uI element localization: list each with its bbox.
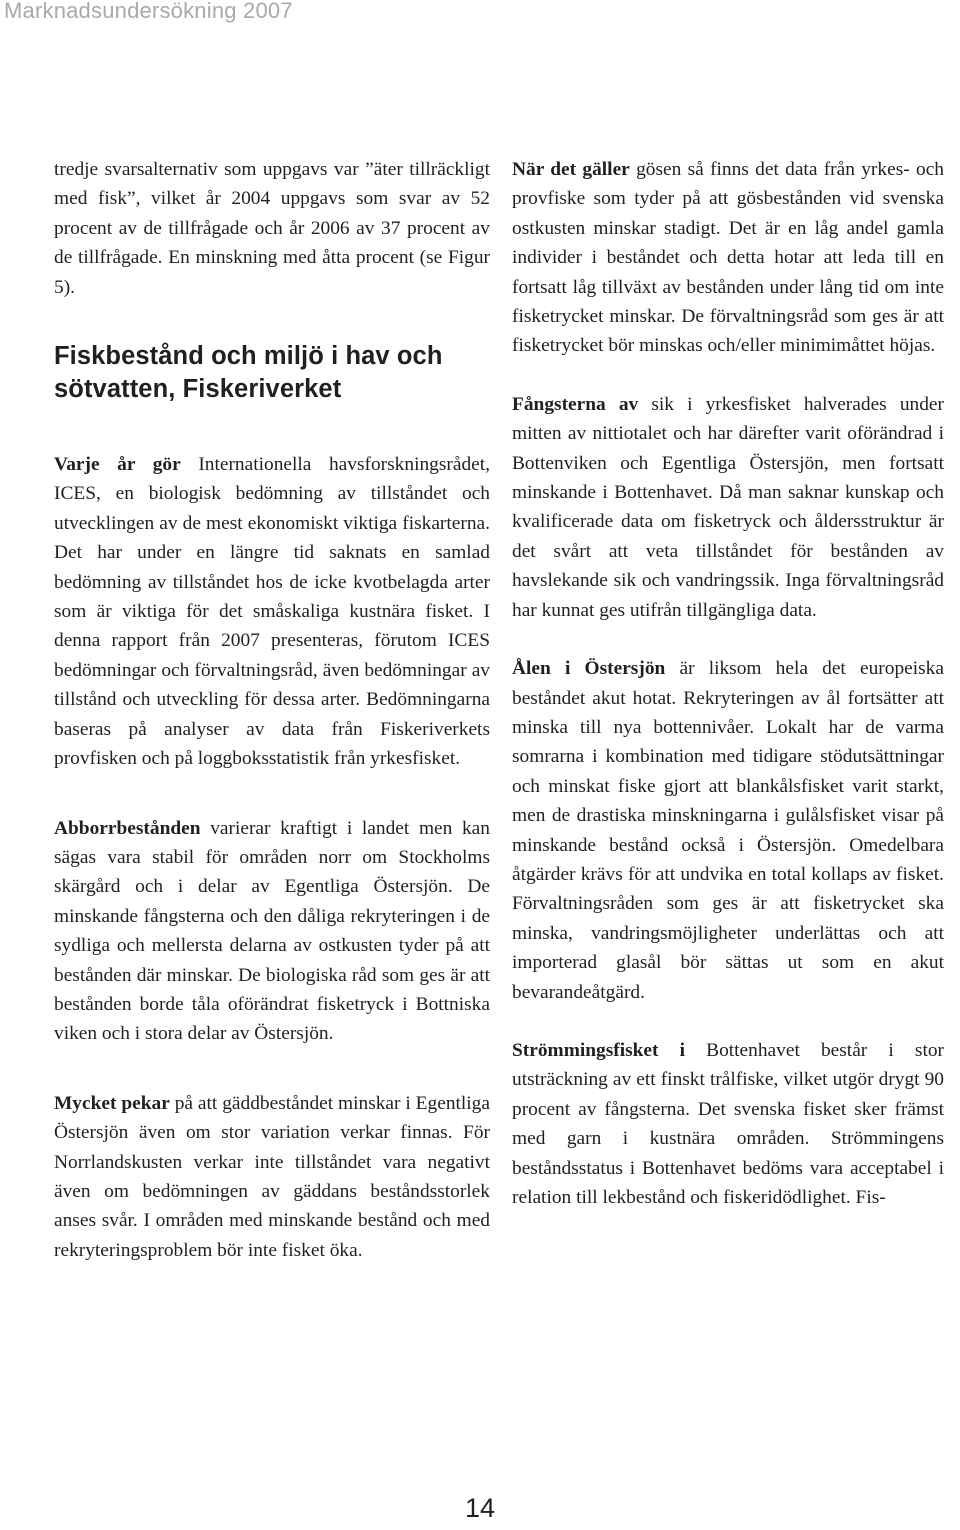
- section-heading: Fiskbestånd och miljö i hav och sötvatten, Fiskeriverket: [54, 342, 443, 404]
- paragraph-lead: Abborrbestånden: [54, 817, 201, 839]
- paragraph-body: varierar kraftigt i landet men kan sägas vara stabil för områden norr om Stockholms skärgård och i delar av Egentliga Östersjön. De minskande fångsterna och den dåliga rekryteringen i de sydliga och mellersta delarna av ostkusten tyder på att bestånden där minskar. De biologiska råd som ges är att bestånden borde tåla oförändrat fisketryck i Bottniska viken och i stora delar av Östersjön.: [54, 817, 490, 1045]
- paragraph-gos: [512, 155, 944, 361]
- paragraph-body: på att gäddbeståndet minskar i Egentliga Östersjön även om stor variation verkar finnas. För Norrlandskusten verkar inte tillståndet vara negativt även om bedömningen av gäddans beståndsstorlek anses svår. I områden med minskande bestånd och med rekryteringsproblem bör inte fisket öka.: [54, 1092, 490, 1261]
- paragraph-lead: När det gäller: [512, 159, 630, 180]
- paragraph-sik: [512, 390, 944, 625]
- page-number: 14: [464, 1493, 496, 1523]
- paragraph-body: sik i yrkesfisket halverades under mitten av nittiotalet och har därefter varit oförändrad i Bottenviken och Egentliga Östersjön, men fortsatt minskande i Bottenhavet. Då man saknar kunskap och kvalificerade data om fisketryck och åldersstruktur är det svårt att veta tillståndet för bestånden av havslekande sik och vandringssik. Inga förvaltningsråd har kunnat ges utifrån tillgängliga data.: [512, 393, 944, 621]
- paragraph-lead: Strömmingsfisket i: [512, 1039, 686, 1061]
- paragraph-abborre: [54, 814, 490, 1049]
- paragraph-body: gösen så finns det data från yrkes- och provfiske som tyder på att gösbestånden vid svenska ostkusten minskar stadigt. Det är en låg andel gamla individer i beståndet och detta hotar att leda till en fortsatt låg tillväxt av bestånden under lång tid om inte fisketrycket minskar. De förvaltningsråd som ges är att fisketrycket bör minskas och/eller minimimåttet höjas.: [512, 159, 944, 357]
- right-column: [512, 155, 944, 1212]
- running-header: Marknadsundersökning 2007: [4, 0, 293, 23]
- paragraph-body: Internationella havsforskningsrådet, ICES, en biologisk bedömning av tillståndet och utvecklingen av de mest ekonomiskt viktiga fiskarterna. Det har under en längre tid saknats en samlad bedömning av tillståndet hos de icke kvotbelagda arter som är viktiga för det småskaliga kustnära fisket. I denna rapport från 2007 presenteras, förutom ICES bedömningar och förvaltningsråd, även bedömningar av tillstånd och utveckling för dessa arter. Bedömningarna baseras på analyser av data från Fiskeriverkets provfisken och på loggboksstatistik från yrkesfisket.: [54, 454, 490, 770]
- paragraph-al: [512, 654, 944, 1007]
- left-column: [54, 155, 490, 1265]
- paragraph-lead: Fångsterna av: [512, 393, 639, 415]
- paragraph-lead: Mycket pekar: [54, 1092, 170, 1114]
- paragraph-ices: [54, 450, 490, 773]
- paragraph-stromming: [512, 1036, 944, 1212]
- paragraph-lead: Varje år gör: [54, 454, 181, 476]
- paragraph-body: är liksom hela det europeiska beståndet akut hotat. Rekryteringen av ål fortsätter att minska till nya bottennivåer. Lokalt har de varma somrarna i kombination med tidigare stödutsättningar och minskat fiske gjort att blankålsfisket varit starkt, men de drastiska minskningarna i gulålsfisket visar på minskande bestånd också i Östersjön. Omedelbara åtgärder krävs för att undvika en total kollaps av fisket. Förvaltningsråden som ges är att fisketrycket ska minska, vandringsmöjligheter underlättas och att importerad glasål bör sättas ut som en akut bevarandeåtgärd.: [512, 658, 944, 1003]
- paragraph-gadda: [54, 1089, 490, 1265]
- intro-paragraph: tredje svarsalternativ som uppgavs var ”äter tillräckligt med fisk”, vilket år 2004 uppgavs som svar av 52 procent av de tillfrågade och år 2006 av 37 procent av de tillfrågade. En minskning med åtta procent (se Figur 5).: [54, 159, 490, 298]
- paragraph-body: Bottenhavet består i stor utsträckning av ett finskt trålfiske, vilket utgör drygt 90 procent av fångsterna. Det svenska fisket sker främst med garn i kustnära områden. Strömmingens beståndsstatus i Bottenhavet bedöms vara acceptabel i relation till lekbestånd och fiskeridödlighet. Fis-: [512, 1039, 944, 1208]
- paragraph-lead: Ålen i Östersjön: [512, 658, 666, 680]
